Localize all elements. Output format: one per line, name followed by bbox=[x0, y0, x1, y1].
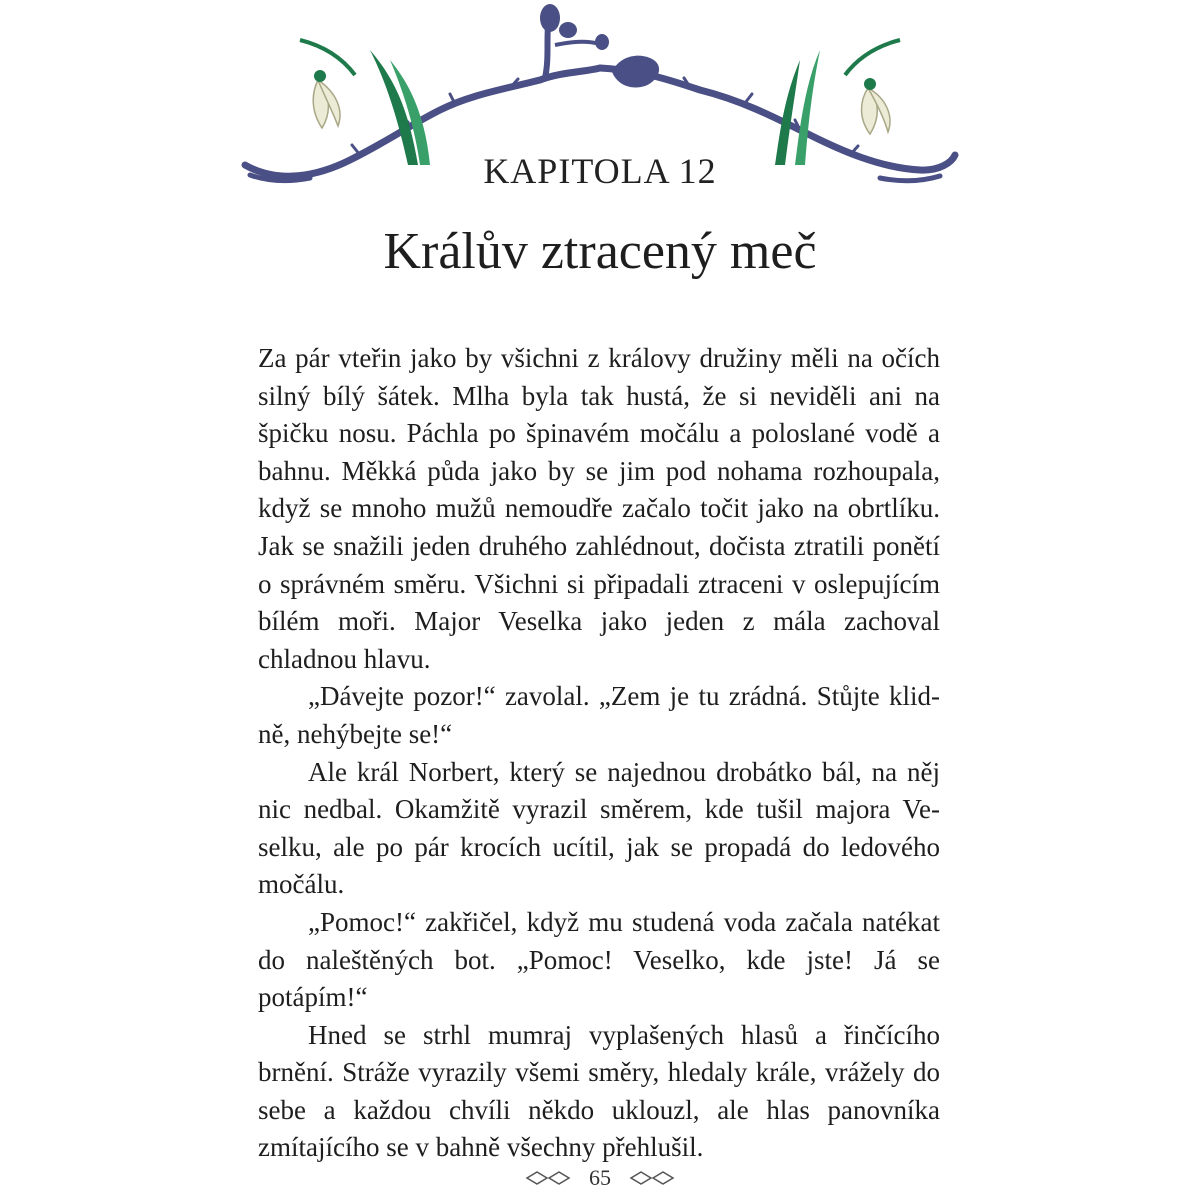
diamond-ornament-left-icon bbox=[525, 1170, 575, 1186]
chapter-title: Králův ztracený meč bbox=[383, 223, 817, 280]
page-number: 65 bbox=[589, 1165, 611, 1190]
center-bud bbox=[612, 56, 659, 88]
paragraph-4: „Pomoc!“ zakřičel, když mu studená voda začala natékat do naleštěných bot. „Pomoc! Veselko, kde jste! Já se potápím!“ bbox=[258, 906, 940, 1013]
diamond-ornament-right-icon bbox=[625, 1170, 675, 1186]
paragraph-1: Za pár vteřin jako by všichni z královy družiny měli na očích silný bílý šátek. Mlha byla tak hustá, že si neviděli ani na špičku nosu. Páchla po špinavém močálu a poloslané vodě a bahnu. Měkká půda jako by se jim pod nohama rozhoupala, když se mnoho mužů nemoudře začalo točit jako na obrtlíku. Jak se snažili jeden druhého zahlédnout, dočista ztratili ponětí o správném směru. Všichni si připadali ztraceni v oslepujícím bílém moři. Major Veselka jako jeden z mála zachoval chladnou hlavu. bbox=[258, 343, 940, 674]
paragraph-3: Ale král Norbert, který se najednou drobátko bál, na něj nic nedbal. Okamžitě vyrazil směrem, kde tušil majora Veselku, ale po pár krocích ucítil, jak se propadá do ledového močálu. bbox=[258, 756, 940, 900]
paragraph-2: „Dávejte pozor!“ zavolal. „Zem je tu zrádná. Stůjte klidně, nehýbejte se!“ bbox=[258, 681, 940, 749]
chapter-body bbox=[258, 340, 940, 1167]
page-footer bbox=[0, 1165, 1200, 1191]
paragraph-5: Hned se strhl mumraj vyplašených hlasů a řinčícího brnění. Stráže vyrazily všemi směry, hledaly krále, vrážely do sebe a každou chvíli někdo uklouzl, ale hlas panovníka zmítajícího se v bahně všechny přehlušil. bbox=[258, 1019, 940, 1163]
chapter-label: KAPITOLA 12 bbox=[483, 151, 717, 191]
